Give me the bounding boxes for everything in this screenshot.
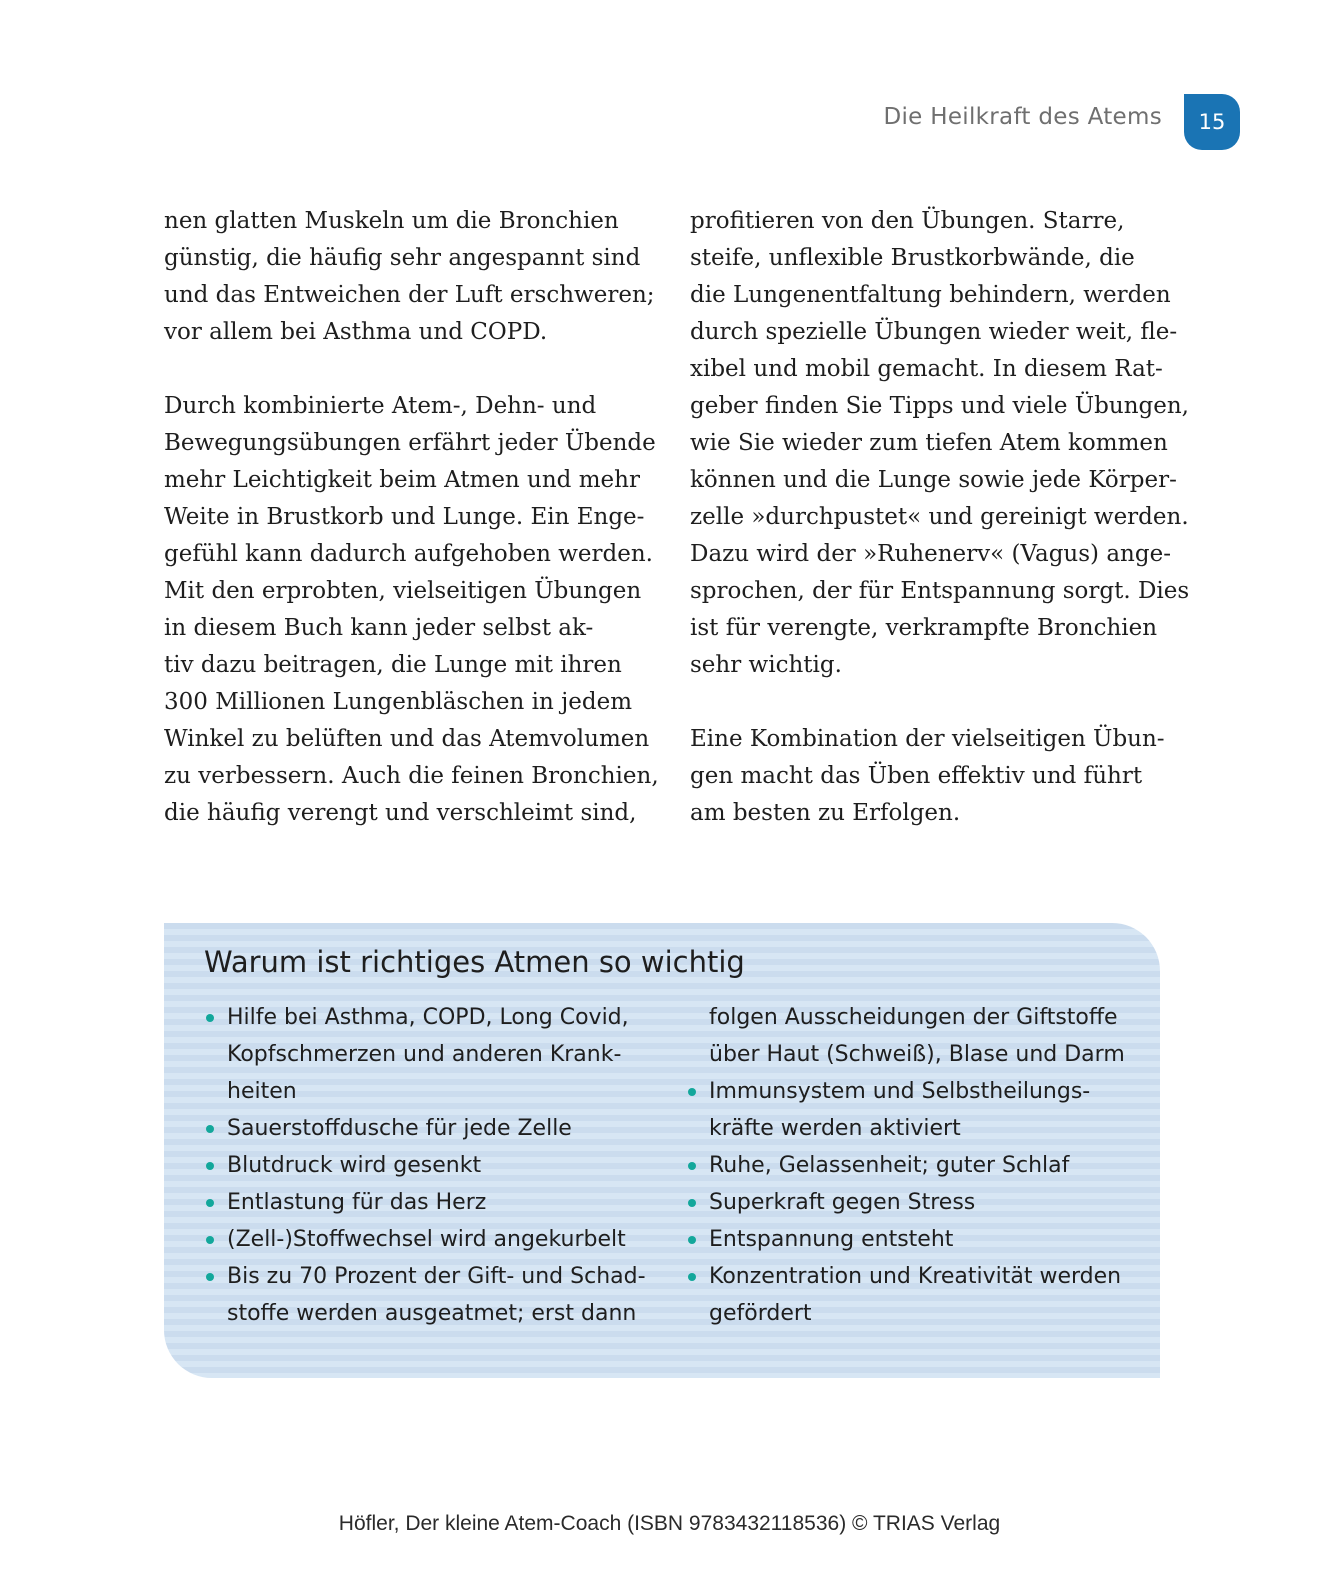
body-text-line: die häufig verengt und verschleimt sind, xyxy=(164,800,637,826)
bullet-dot-icon xyxy=(688,1199,696,1207)
bullet-continuation-line: über Haut (Schweiß), Blase und Darm xyxy=(709,1042,1125,1067)
body-text-line: profitieren von den Übungen. Starre, xyxy=(690,208,1125,234)
bullet-text-line: Konzentration und Kreativität werden xyxy=(709,1264,1122,1289)
bullet-dot-icon xyxy=(206,1014,214,1022)
body-text-line: Mit den erprobten, vielseitigen Übungen xyxy=(164,578,642,604)
body-text-line: Eine Kombination der vielseitigen Übun- xyxy=(690,726,1165,752)
bullet-item xyxy=(686,1258,1126,1332)
bullet-dot-icon xyxy=(206,1273,214,1281)
info-box-list-left xyxy=(204,999,664,1332)
bullet-text-line: Bis zu 70 Prozent der Gift- und Schad- xyxy=(227,1264,646,1289)
bullet-dot-icon xyxy=(206,1236,214,1244)
bullet-text-line: Blutdruck wird gesenkt xyxy=(227,1153,482,1178)
body-text-line: Winkel zu belüften und das Atemvolumen xyxy=(164,726,650,752)
body-text-line: vor allem bei Asthma und COPD. xyxy=(164,319,548,345)
bullet-text-line: (Zell-)Stoffwechsel wird angekurbelt xyxy=(227,1227,626,1252)
bullet-text-line: Entspannung entsteht xyxy=(709,1227,954,1252)
body-text-line: Weite in Brustkorb und Lunge. Ein Enge- xyxy=(164,504,645,530)
body-text-line: 300 Millionen Lungenbläschen in jedem xyxy=(164,689,633,715)
running-head-title: Die Heilkraft des Atems xyxy=(883,104,1162,130)
paragraph-gap xyxy=(164,351,644,388)
bullet-text-line: stoffe werden ausgeatmet; erst dann xyxy=(227,1301,637,1326)
bullet-text-line: kräfte werden aktiviert xyxy=(709,1116,961,1141)
bullet-item xyxy=(204,999,664,1110)
bullet-text-line: heiten xyxy=(227,1079,297,1104)
bullet-dot-icon xyxy=(688,1162,696,1170)
bullet-text-line: Ruhe, Gelassenheit; guter Schlaf xyxy=(709,1153,1070,1178)
bullet-dot-icon xyxy=(206,1162,214,1170)
bullet-dot-icon xyxy=(688,1088,696,1096)
bullet-text-line: gefördert xyxy=(709,1301,812,1326)
bullet-item xyxy=(686,1073,1126,1147)
body-text-line: sprochen, der für Entspannung sorgt. Dies xyxy=(690,578,1190,604)
body-text-line: am besten zu Erfolgen. xyxy=(690,800,961,826)
info-box xyxy=(164,923,1160,1378)
bullet-item xyxy=(204,1110,664,1147)
bullet-continuation-line: folgen Ausscheidungen der Giftstoffe xyxy=(709,1005,1118,1030)
body-text-line: steife, unflexible Brustkorbwände, die xyxy=(690,245,1135,271)
footer-citation: Höfler, Der kleine Atem-Coach (ISBN 9783432118536) © TRIAS Verlag xyxy=(338,1512,1001,1535)
info-box-title: Warum ist richtiges Atmen so wichtig xyxy=(204,945,745,979)
body-text-line: zu verbessern. Auch die feinen Bronchien, xyxy=(164,763,659,789)
body-text-line: und das Entweichen der Luft erschweren; xyxy=(164,282,655,308)
body-text-line: Bewegungsübungen erfährt jeder Übende xyxy=(164,430,656,456)
bullet-item xyxy=(204,1184,664,1221)
body-text-line: in diesem Buch kann jeder selbst ak- xyxy=(164,615,594,641)
bullet-item xyxy=(686,1184,1126,1221)
bullet-text-line: Superkraft gegen Stress xyxy=(709,1190,976,1215)
body-text-line: die Lungenentfaltung behindern, werden xyxy=(690,282,1171,308)
body-text-line: xibel und mobil gemacht. In diesem Rat- xyxy=(690,356,1163,382)
bullet-text-line: Entlastung für das Herz xyxy=(227,1190,487,1215)
bullet-dot-icon xyxy=(206,1199,214,1207)
body-text-line: Durch kombinierte Atem-, Dehn- und xyxy=(164,393,597,419)
bullet-item xyxy=(204,1221,664,1258)
bullet-item xyxy=(204,1147,664,1184)
body-text-line: können und die Lunge sowie jede Körper- xyxy=(690,467,1177,493)
body-text-line: ist für verengte, verkrampfte Bronchien xyxy=(690,615,1158,641)
body-text-line: geber finden Sie Tipps und viele Übungen, xyxy=(690,393,1189,419)
body-text-line: Dazu wird der »Ruhenerv« (Vagus) ange- xyxy=(690,541,1171,567)
bullet-text-line: Immunsystem und Selbstheilungs- xyxy=(709,1079,1091,1104)
body-text-line: zelle »durchpustet« und gereinigt werden. xyxy=(690,504,1189,530)
body-column-left xyxy=(164,203,659,832)
bullet-item xyxy=(686,1147,1126,1184)
bullet-item xyxy=(204,1258,664,1332)
body-text-line: mehr Leichtigkeit beim Atmen und mehr xyxy=(164,467,640,493)
bullet-text-line: Sauerstoffdusche für jede Zelle xyxy=(227,1116,572,1141)
bullet-dot-icon xyxy=(206,1125,214,1133)
body-column-right xyxy=(690,203,1190,832)
info-box-list-right xyxy=(686,999,1126,1332)
body-text-line: günstig, die häufig sehr angespannt sind xyxy=(164,245,641,271)
bullet-item xyxy=(686,1221,1126,1258)
body-text-line: nen glatten Muskeln um die Bronchien xyxy=(164,208,619,234)
body-text-line: gen macht das Üben effektiv und führt xyxy=(690,763,1143,789)
body-text-line: wie Sie wieder zum tiefen Atem kommen xyxy=(690,430,1168,456)
paragraph-gap xyxy=(690,684,1170,721)
bullet-text-line: Kopfschmerzen und anderen Krank- xyxy=(227,1042,622,1067)
body-text-line: sehr wichtig. xyxy=(690,652,842,678)
page-number-badge: 15 xyxy=(1184,94,1240,150)
bullet-dot-icon xyxy=(688,1273,696,1281)
body-text-line: gefühl kann dadurch aufgehoben werden. xyxy=(164,541,653,567)
bullet-dot-icon xyxy=(688,1236,696,1244)
body-text-line: tiv dazu beitragen, die Lunge mit ihren xyxy=(164,652,622,678)
body-text-line: durch spezielle Übungen wieder weit, fle- xyxy=(690,319,1178,345)
bullet-text-line: Hilfe bei Asthma, COPD, Long Covid, xyxy=(227,1005,629,1030)
